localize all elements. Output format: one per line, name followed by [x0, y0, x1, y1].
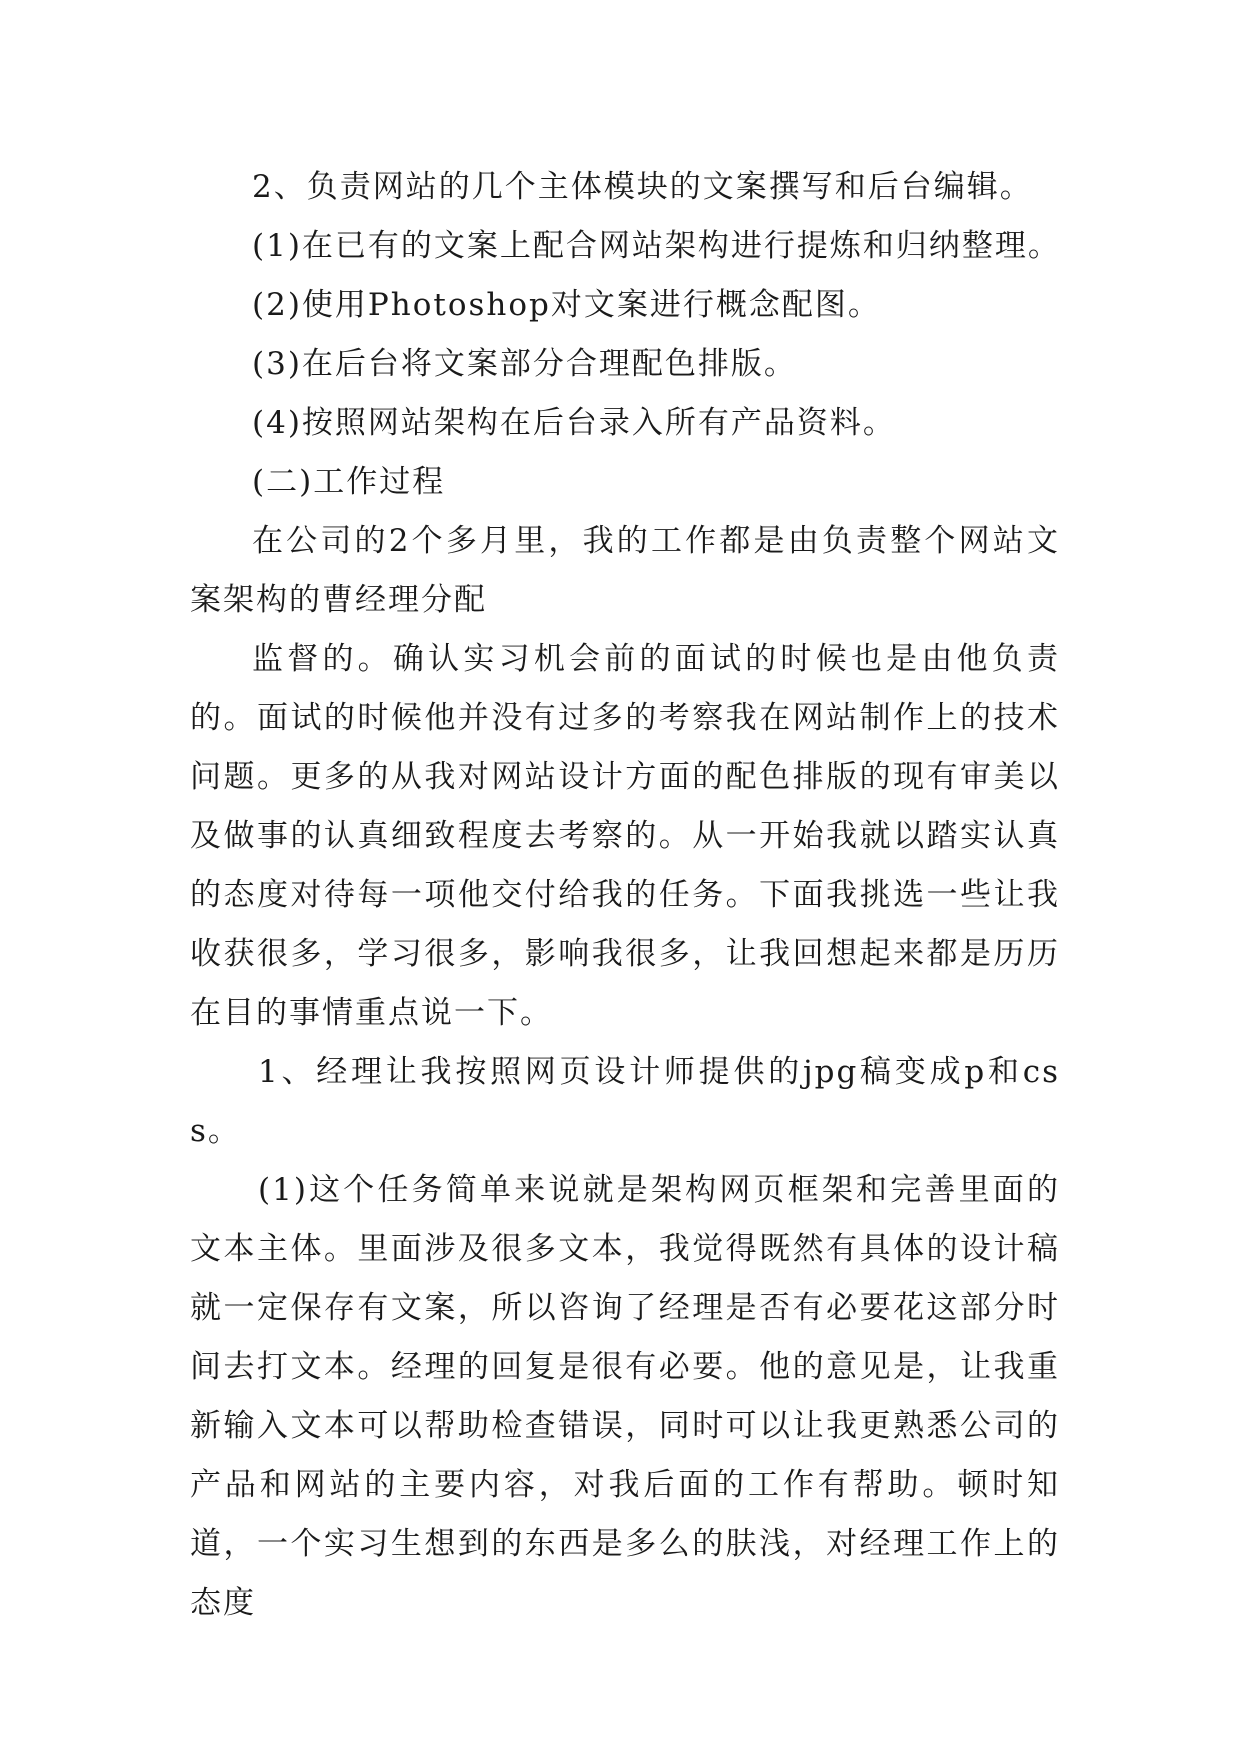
paragraph-task-2: 2、负责网站的几个主体模块的文案撰写和后台编辑。 — [252, 169, 1033, 205]
document-body — [190, 158, 1060, 1633]
paragraph-task-2-item-4: (4)按照网站架构在后台录入所有产品资料。 — [252, 405, 896, 441]
paragraph-task-2-item-2: (2)使用Photoshop对文案进行概念配图。 — [252, 287, 881, 323]
section-heading-work-process: (二)工作过程 — [252, 464, 446, 500]
paragraph-task-1-item-1: (1)这个任务简单来说就是架构网页框架和完善里面的文本主体。里面涉及很多文本，我觉得既然有具体的设计稿就一定保存有文案，所以咨询了经理是否有必要花这部分时间去打文本。经理的回复是很有必要。他的意见是，让我重新输入文本可以帮助检查错误，同时可以让我更熟悉公司的产品和网站的主要内容，对我后面的工作有帮助。顿时知道，一个实习生想到的东西是多么的肤浅，对经理工作上的态度 — [190, 1172, 1060, 1621]
paragraph-supervision: 监督的。确认实习机会前的面试的时候也是由他负责的。面试的时候他并没有过多的考察我在网站制作上的技术问题。更多的从我对网站设计方面的配色排版的现有审美以及做事的认真细致程度去考察的。从一开始我就以踏实认真的态度对待每一项他交付给我的任务。下面我挑选一些让我收获很多，学习很多，影响我很多，让我回想起来都是历历在目的事情重点说一下。 — [190, 641, 1060, 1031]
paragraph-task-2-item-1: (1)在已有的文案上配合网站架构进行提炼和归纳整理。 — [252, 228, 1061, 264]
paragraph-task-1: 1、经理让我按照网页设计师提供的jpg稿变成p和css。 — [190, 1054, 1060, 1149]
paragraph-work-process-intro: 在公司的2个多月里，我的工作都是由负责整个网站文案架构的曹经理分配 — [190, 523, 1060, 618]
paragraph-task-2-item-3: (3)在后台将文案部分合理配色排版。 — [252, 346, 797, 382]
